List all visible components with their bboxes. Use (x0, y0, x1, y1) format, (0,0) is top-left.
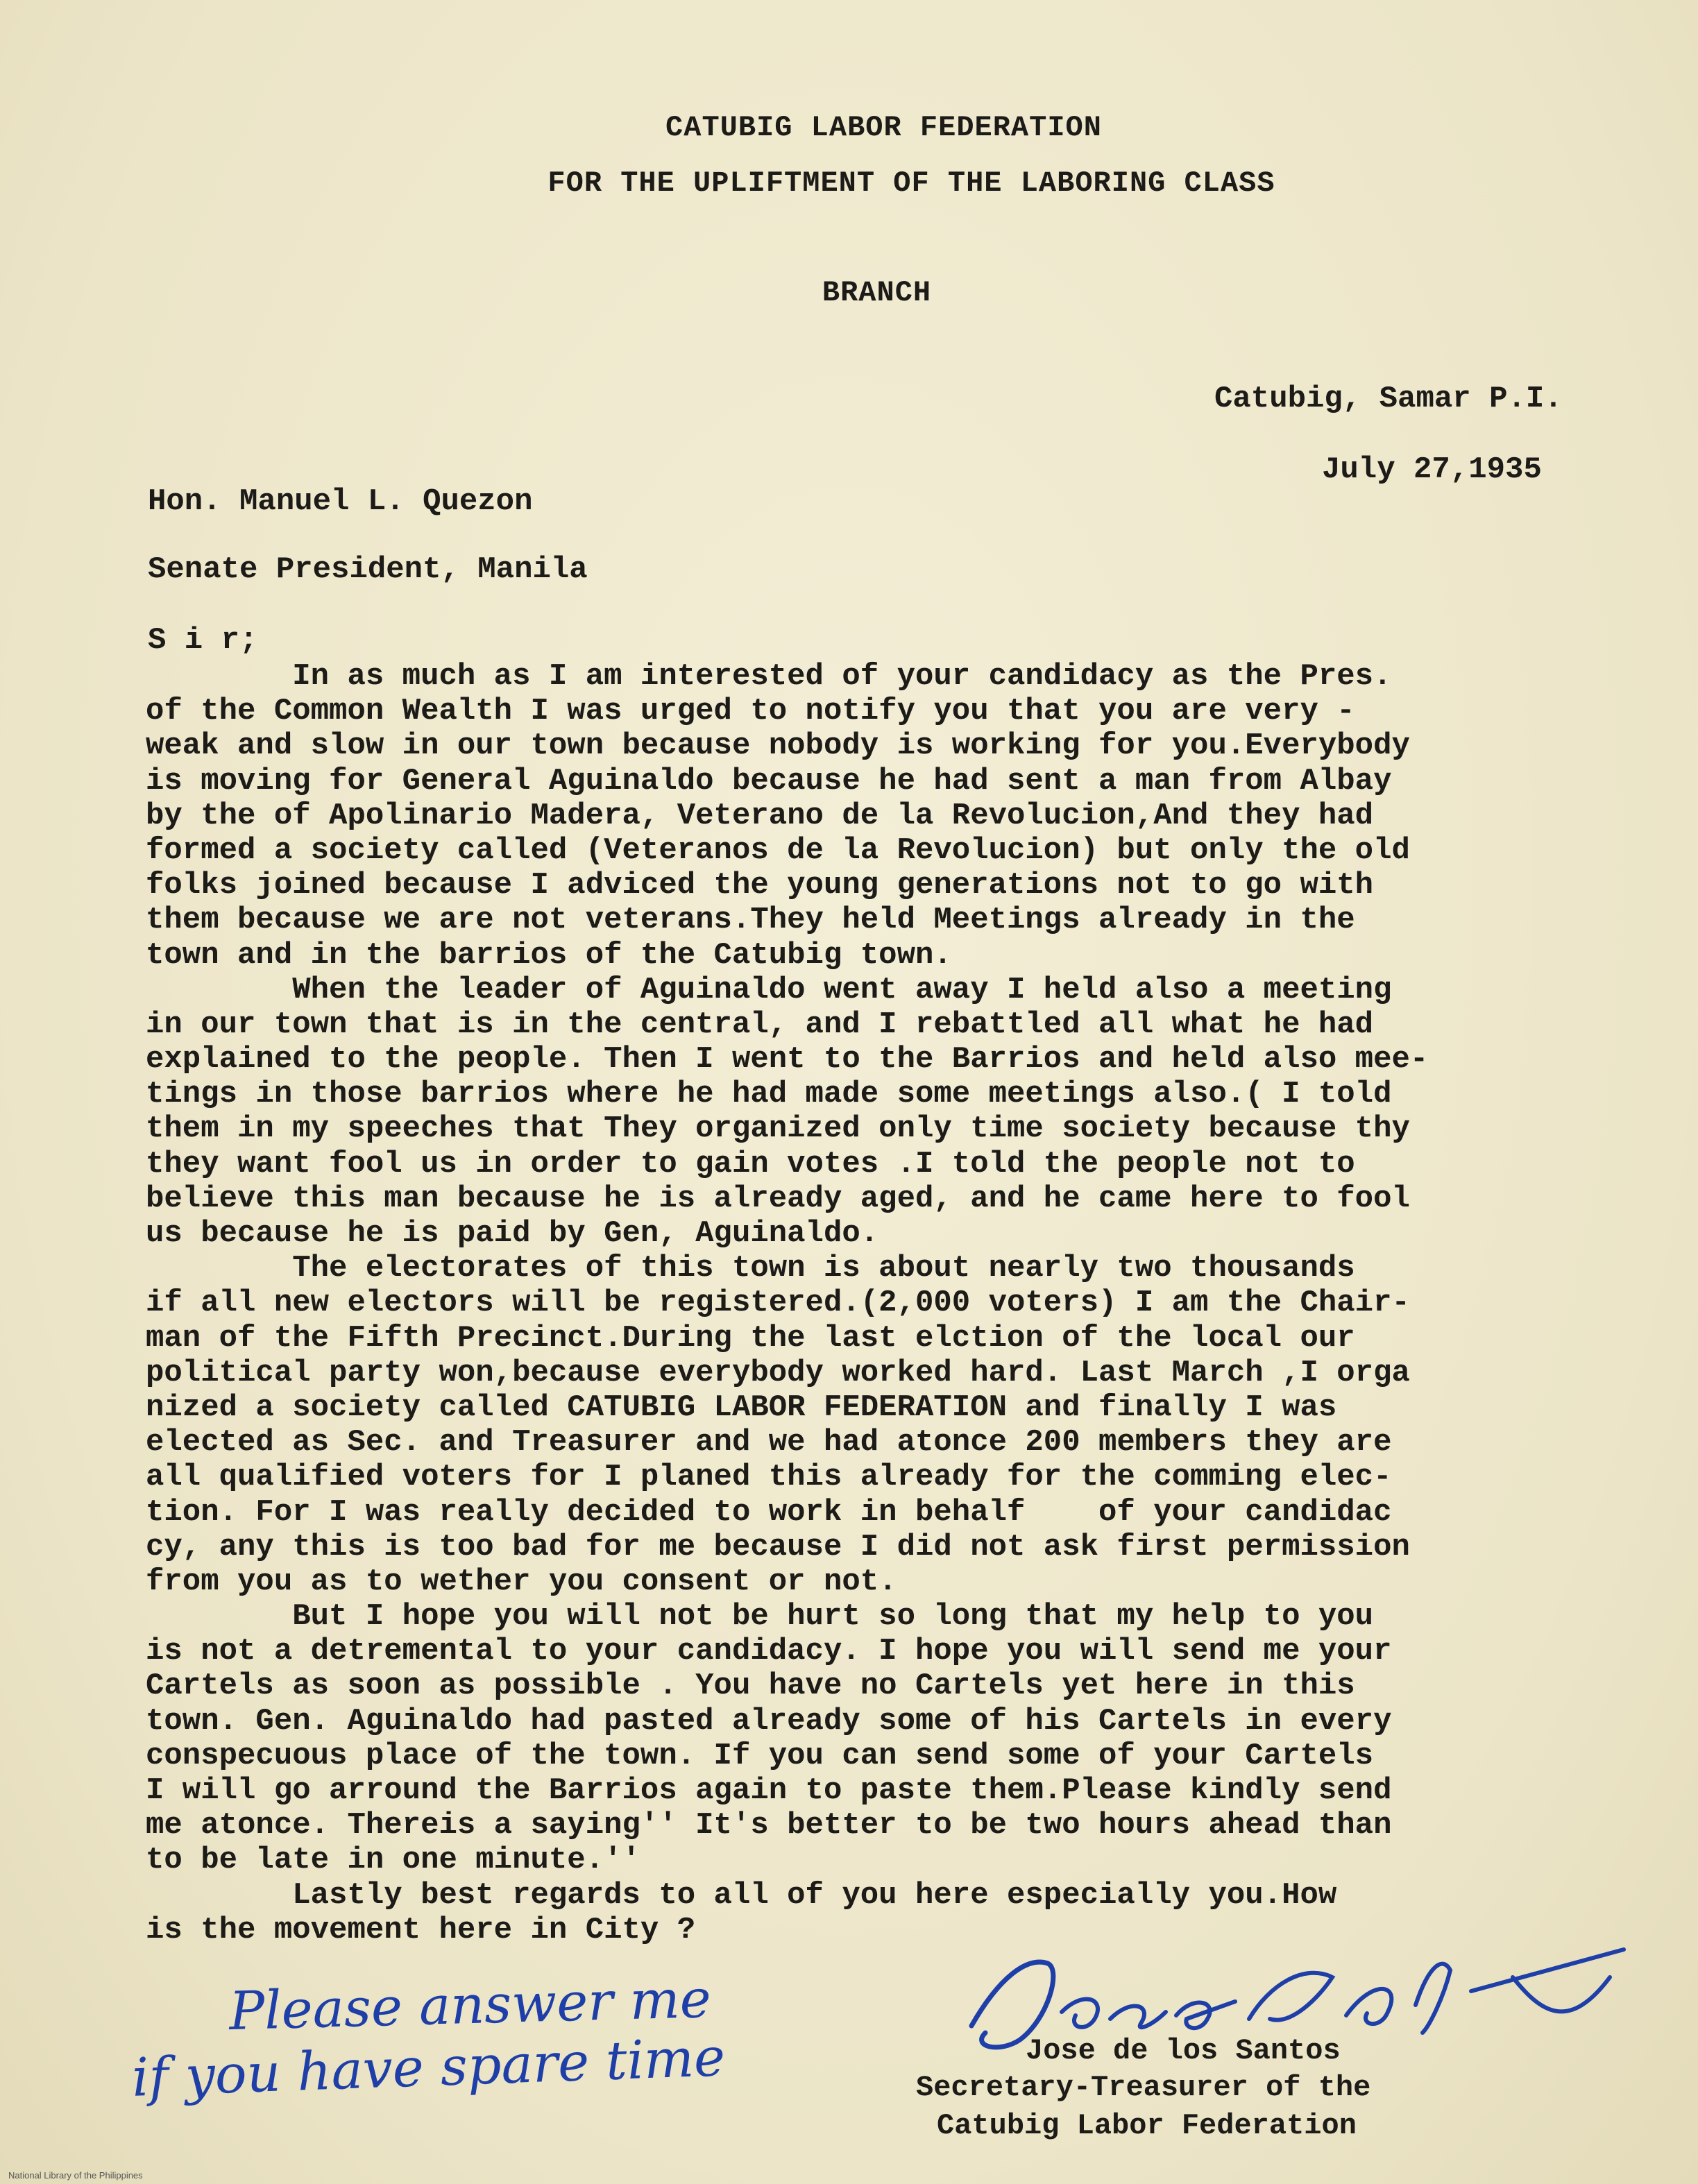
body-line: explained to the people. Then I went to the Barrios and held also mee- (146, 1042, 1429, 1077)
body-line: town and in the barrios of the Catubig town. (146, 937, 952, 973)
body-line: political party won,because everybody worked hard. Last March ,I orga (146, 1355, 1410, 1390)
body-line: them in my speeches that They organized only time society because thy (146, 1111, 1410, 1147)
body-line: they want fool us in order to gain votes .I told the people not to (146, 1146, 1355, 1181)
signer-organization: Catubig Labor Federation (937, 2109, 1357, 2142)
body-line: tings in those barrios where he had made some meetings also.( I told (146, 1077, 1392, 1112)
body-line: folks joined because I adviced the young generations not to go with (146, 868, 1374, 903)
letterhead-branch: BRANCH (822, 276, 932, 309)
letterhead-motto: FOR THE UPLIFTMENT OF THE LABORING CLASS (547, 167, 1275, 200)
body-line: nized a society called CATUBIG LABOR FEDERATION and finally I was (146, 1390, 1337, 1425)
body-line: believe this man because he is already aged, and he came here to fool (146, 1181, 1410, 1216)
signer-title: Secretary-Treasurer of the (916, 2071, 1371, 2104)
body-line: is not a detremental to your candidacy. I hope you will send me your (146, 1634, 1392, 1669)
body-line: is the movement here in City ? (146, 1912, 696, 1947)
body-line: I will go arround the Barrios again to paste them.Please kindly send (146, 1773, 1392, 1808)
body-line: us because he is paid by Gen, Aguinaldo. (146, 1216, 879, 1251)
body-line: in our town that is in the central, and I rebattled all what he had (146, 1007, 1374, 1042)
body-line: When the leader of Aguinaldo went away I held also a meeting (146, 972, 1392, 1007)
body-line: Lastly best regards to all of you here especially you.How (146, 1877, 1337, 1913)
body-line: by the of Apolinario Madera, Veterano de la Revolucion,And they had (146, 798, 1374, 833)
body-line: from you as to wether you consent or not. (146, 1564, 897, 1599)
letter-body (146, 659, 1631, 1947)
body-line: if all new electors will be registered.(2,000 voters) I am the Chair- (146, 1286, 1410, 1321)
salutation: S i r; (148, 623, 258, 658)
body-line: town. Gen. Aguinaldo had pasted already some of his Cartels in every (146, 1703, 1392, 1739)
handwritten-note-line2: if you have spare time (130, 2026, 727, 2108)
signer-name: Jose de los Santos (1026, 2034, 1341, 2067)
body-line: conspecuous place of the town. If you can send some of your Cartels (146, 1738, 1374, 1773)
body-line: to be late in one minute.'' (146, 1843, 640, 1878)
body-line: In as much as I am interested of your candidacy as the Pres. (146, 659, 1392, 694)
body-line: formed a society called (Veteranos de la Revolucion) but only the old (146, 833, 1410, 868)
body-line: The electorates of this town is about nearly two thousands (146, 1251, 1355, 1286)
body-line: me atonce. Thereis a saying'' It's better to be two hours ahead than (146, 1808, 1392, 1843)
body-line: them because we are not veterans.They held Meetings already in the (146, 903, 1355, 938)
body-line: elected as Sec. and Treasurer and we had atonce 200 members they are (146, 1425, 1392, 1460)
body-line: is moving for General Aguinaldo because he had sent a man from Albay (146, 763, 1392, 799)
body-line: cy, any this is too bad for me because I did not ask first permission (146, 1529, 1410, 1564)
handwritten-note-line1: Please answer me (228, 1967, 712, 2042)
addressee-title: Senate President, Manila (148, 552, 588, 587)
letter-date: July 27,1935 (1322, 452, 1542, 487)
body-line: tion. For I was really decided to work in behalf of your candidac (146, 1494, 1392, 1530)
body-line: all qualified voters for I planed this already for the comming elec- (146, 1460, 1392, 1495)
body-line: of the Common Wealth I was urged to notify you that you are very - (146, 694, 1355, 729)
body-line: Cartels as soon as possible . You have no Cartels yet here in this (146, 1669, 1355, 1704)
letterhead-organization: CATUBIG LABOR FEDERATION (665, 111, 1102, 144)
body-line: weak and slow in our town because nobody is working for you.Everybody (146, 728, 1410, 764)
addressee-name: Hon. Manuel L. Quezon (148, 484, 533, 519)
body-line: But I hope you will not be hurt so long that my help to you (146, 1599, 1374, 1635)
body-line: man of the Fifth Precinct.During the last elction of the local our (146, 1320, 1355, 1356)
archive-footer: National Library of the Philippines (8, 2170, 143, 2181)
letter-place: Catubig, Samar P.I. (1214, 382, 1563, 416)
